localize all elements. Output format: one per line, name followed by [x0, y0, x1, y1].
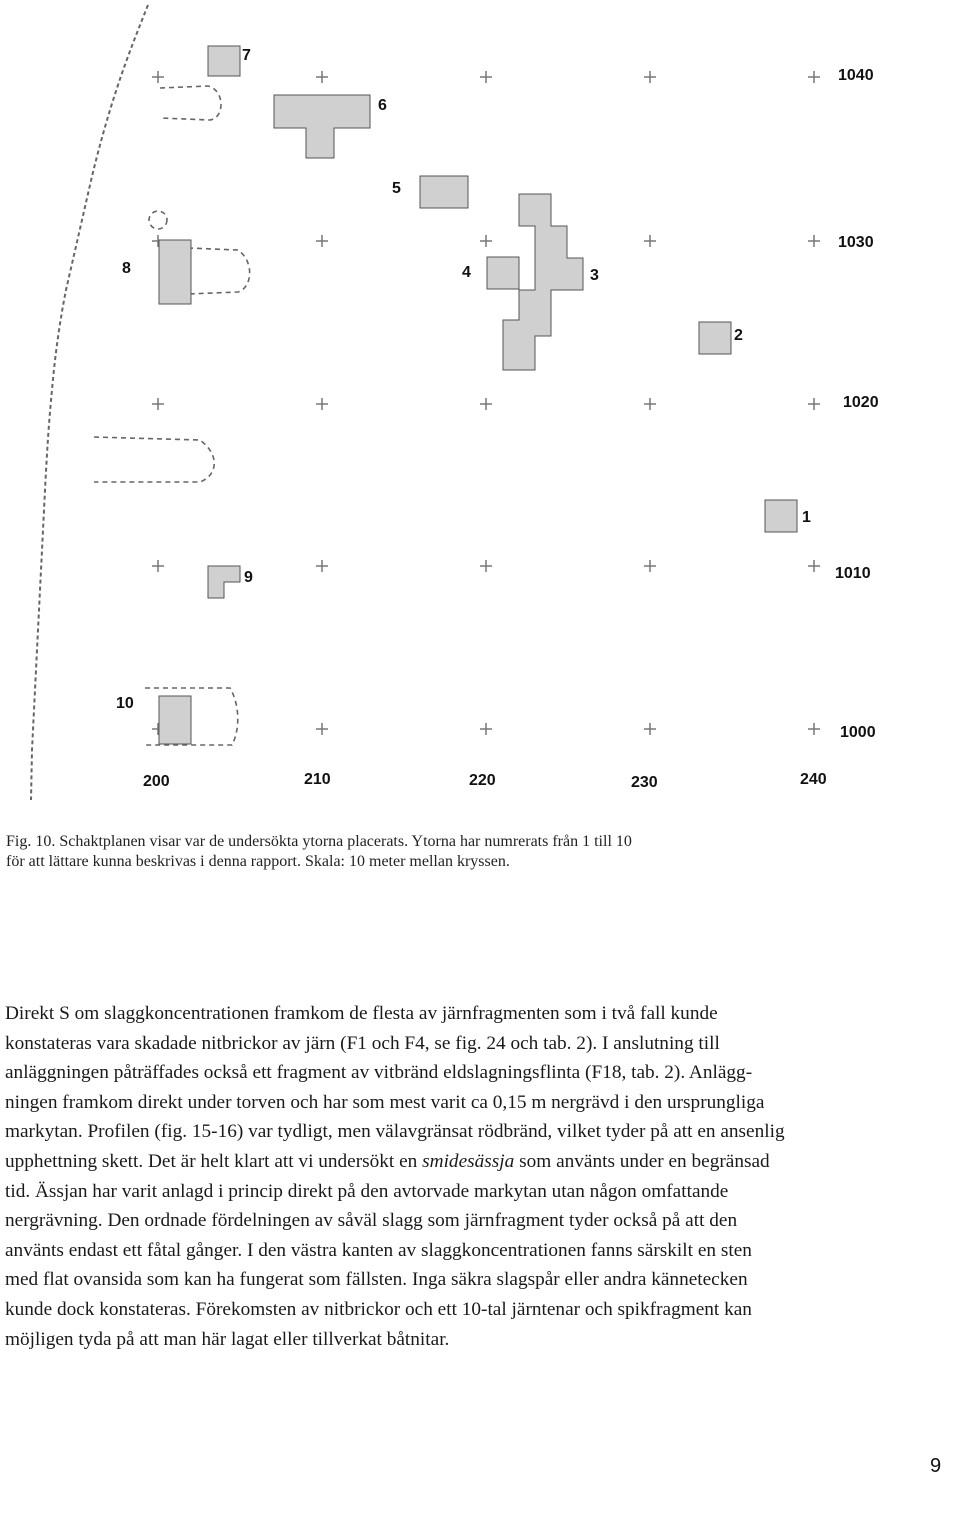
body-text-span: som använts under en begränsad — [514, 1150, 770, 1172]
area-label-6: 6 — [378, 97, 387, 114]
body-text-span: upphettning skett. Det är helt klart att vi undersökt en — [5, 1150, 423, 1172]
coordinate-labels — [143, 67, 879, 791]
grid-cross — [808, 235, 820, 247]
area-label-5: 5 — [392, 180, 401, 197]
grid-cross — [808, 560, 820, 572]
area-5-shape — [420, 176, 468, 208]
area-label-10: 10 — [116, 695, 134, 712]
grid-cross — [644, 723, 656, 735]
body-line: nergrävning. Den ordnade fördelningen av såväl slagg som järnfragment tyder också på att den — [5, 1210, 738, 1232]
area-6-shape — [274, 95, 370, 158]
grid-cross — [152, 560, 164, 572]
grid-crosses — [152, 71, 820, 735]
area-label-8: 8 — [122, 260, 131, 277]
body-line: kunde dock konstateras. Förekomsten av nitbrickor och ett 10-tal järntenar och spikfragment kan — [5, 1298, 752, 1320]
grid-cross — [480, 71, 492, 83]
excavation-areas — [159, 46, 797, 744]
x-label-240: 240 — [800, 771, 827, 788]
grid-cross — [480, 235, 492, 247]
area-2-shape — [699, 322, 731, 354]
y-label-1020: 1020 — [843, 394, 879, 411]
area-labels — [116, 47, 811, 712]
feature-outline-small-circle — [149, 211, 167, 229]
grid-cross — [808, 398, 820, 410]
grid-cross — [316, 398, 328, 410]
body-line: ningen framkom direkt under torven och har som mest varit ca 0,15 m nergrävd i den ursprungliga — [5, 1091, 765, 1113]
y-label-1010: 1010 — [835, 565, 871, 582]
body-paragraph — [5, 999, 955, 1354]
body-line: markytan. Profilen (fig. 15-16) var tydligt, men välavgränsat rödbränd, vilket tyder på att en ansenlig — [5, 1121, 785, 1143]
feature-outlines — [94, 86, 250, 745]
area-10-shape — [159, 696, 191, 744]
area-label-7: 7 — [242, 47, 251, 64]
grid-cross — [808, 71, 820, 83]
body-line — [5, 1147, 955, 1177]
x-label-210: 210 — [304, 771, 331, 788]
area-label-9: 9 — [244, 569, 253, 586]
area-4-shape — [487, 257, 519, 289]
grid-cross — [316, 723, 328, 735]
grid-cross — [480, 398, 492, 410]
grid-cross — [808, 723, 820, 735]
x-label-220: 220 — [469, 772, 496, 789]
grid-cross — [644, 398, 656, 410]
grid-cross — [316, 235, 328, 247]
y-label-1040: 1040 — [838, 67, 874, 84]
feature-outline-top — [160, 86, 221, 120]
area-label-2: 2 — [734, 327, 743, 344]
body-line: med flat ovansida som kan ha fungerat som fällsten. Inga säkra slagspår eller andra kännetecken — [5, 1269, 748, 1291]
body-line: anläggningen påträffades också ett fragment av vitbränd eldslagningsflinta (F18, tab. 2). Anlägg- — [5, 1062, 753, 1084]
area-8-shape — [159, 240, 191, 304]
body-line: tid. Ässjan har varit anlagd i princip direkt på den avtorvade markytan utan någon omfattande — [5, 1180, 729, 1202]
grid-cross — [644, 235, 656, 247]
grid-cross — [316, 560, 328, 572]
y-label-1030: 1030 — [838, 234, 874, 251]
area-9-shape — [208, 566, 240, 598]
body-line: använts endast ett fåtal gånger. I den västra kanten av slaggkoncentrationen fanns särskilt en sten — [5, 1239, 752, 1261]
body-line: Direkt S om slaggkoncentrationen framkom de flesta av järnfragmenten som i två fall kunde — [5, 1003, 718, 1024]
grid-cross — [644, 71, 656, 83]
caption-line: Fig. 10. Schaktplanen visar var de undersökta ytorna placerats. Ytorna har numrerats från 1 till 10 — [6, 833, 632, 850]
x-label-200: 200 — [143, 773, 170, 790]
body-line: konstateras vara skadade nitbrickor av järn (F1 och F4, se fig. 24 och tab. 2). I anslutning till — [5, 1032, 720, 1054]
grid-cross — [152, 71, 164, 83]
area-7-shape — [208, 46, 240, 76]
grid-cross — [152, 398, 164, 410]
area-label-1: 1 — [802, 509, 811, 526]
caption-line: för att lättare kunna beskrivas i denna rapport. Skala: 10 meter mellan kryssen. — [6, 853, 510, 870]
area-label-4: 4 — [462, 264, 471, 281]
page-number: 9 — [930, 1455, 942, 1477]
area-1-shape — [765, 500, 797, 532]
x-label-230: 230 — [631, 774, 658, 791]
figure-caption — [6, 832, 806, 872]
body-line: möjligen tyda på att man här lagat eller tillverkat båtnitar. — [5, 1328, 450, 1350]
grid-cross — [644, 560, 656, 572]
italic-term: smidesässja — [422, 1150, 515, 1172]
grid-cross — [316, 71, 328, 83]
area-label-3: 3 — [590, 267, 599, 284]
feature-outline-middle — [94, 437, 214, 482]
shoreline-line — [31, 5, 148, 800]
grid-cross — [480, 723, 492, 735]
y-label-1000: 1000 — [840, 724, 876, 741]
grid-cross — [480, 560, 492, 572]
feature-outline-8 — [188, 248, 250, 294]
